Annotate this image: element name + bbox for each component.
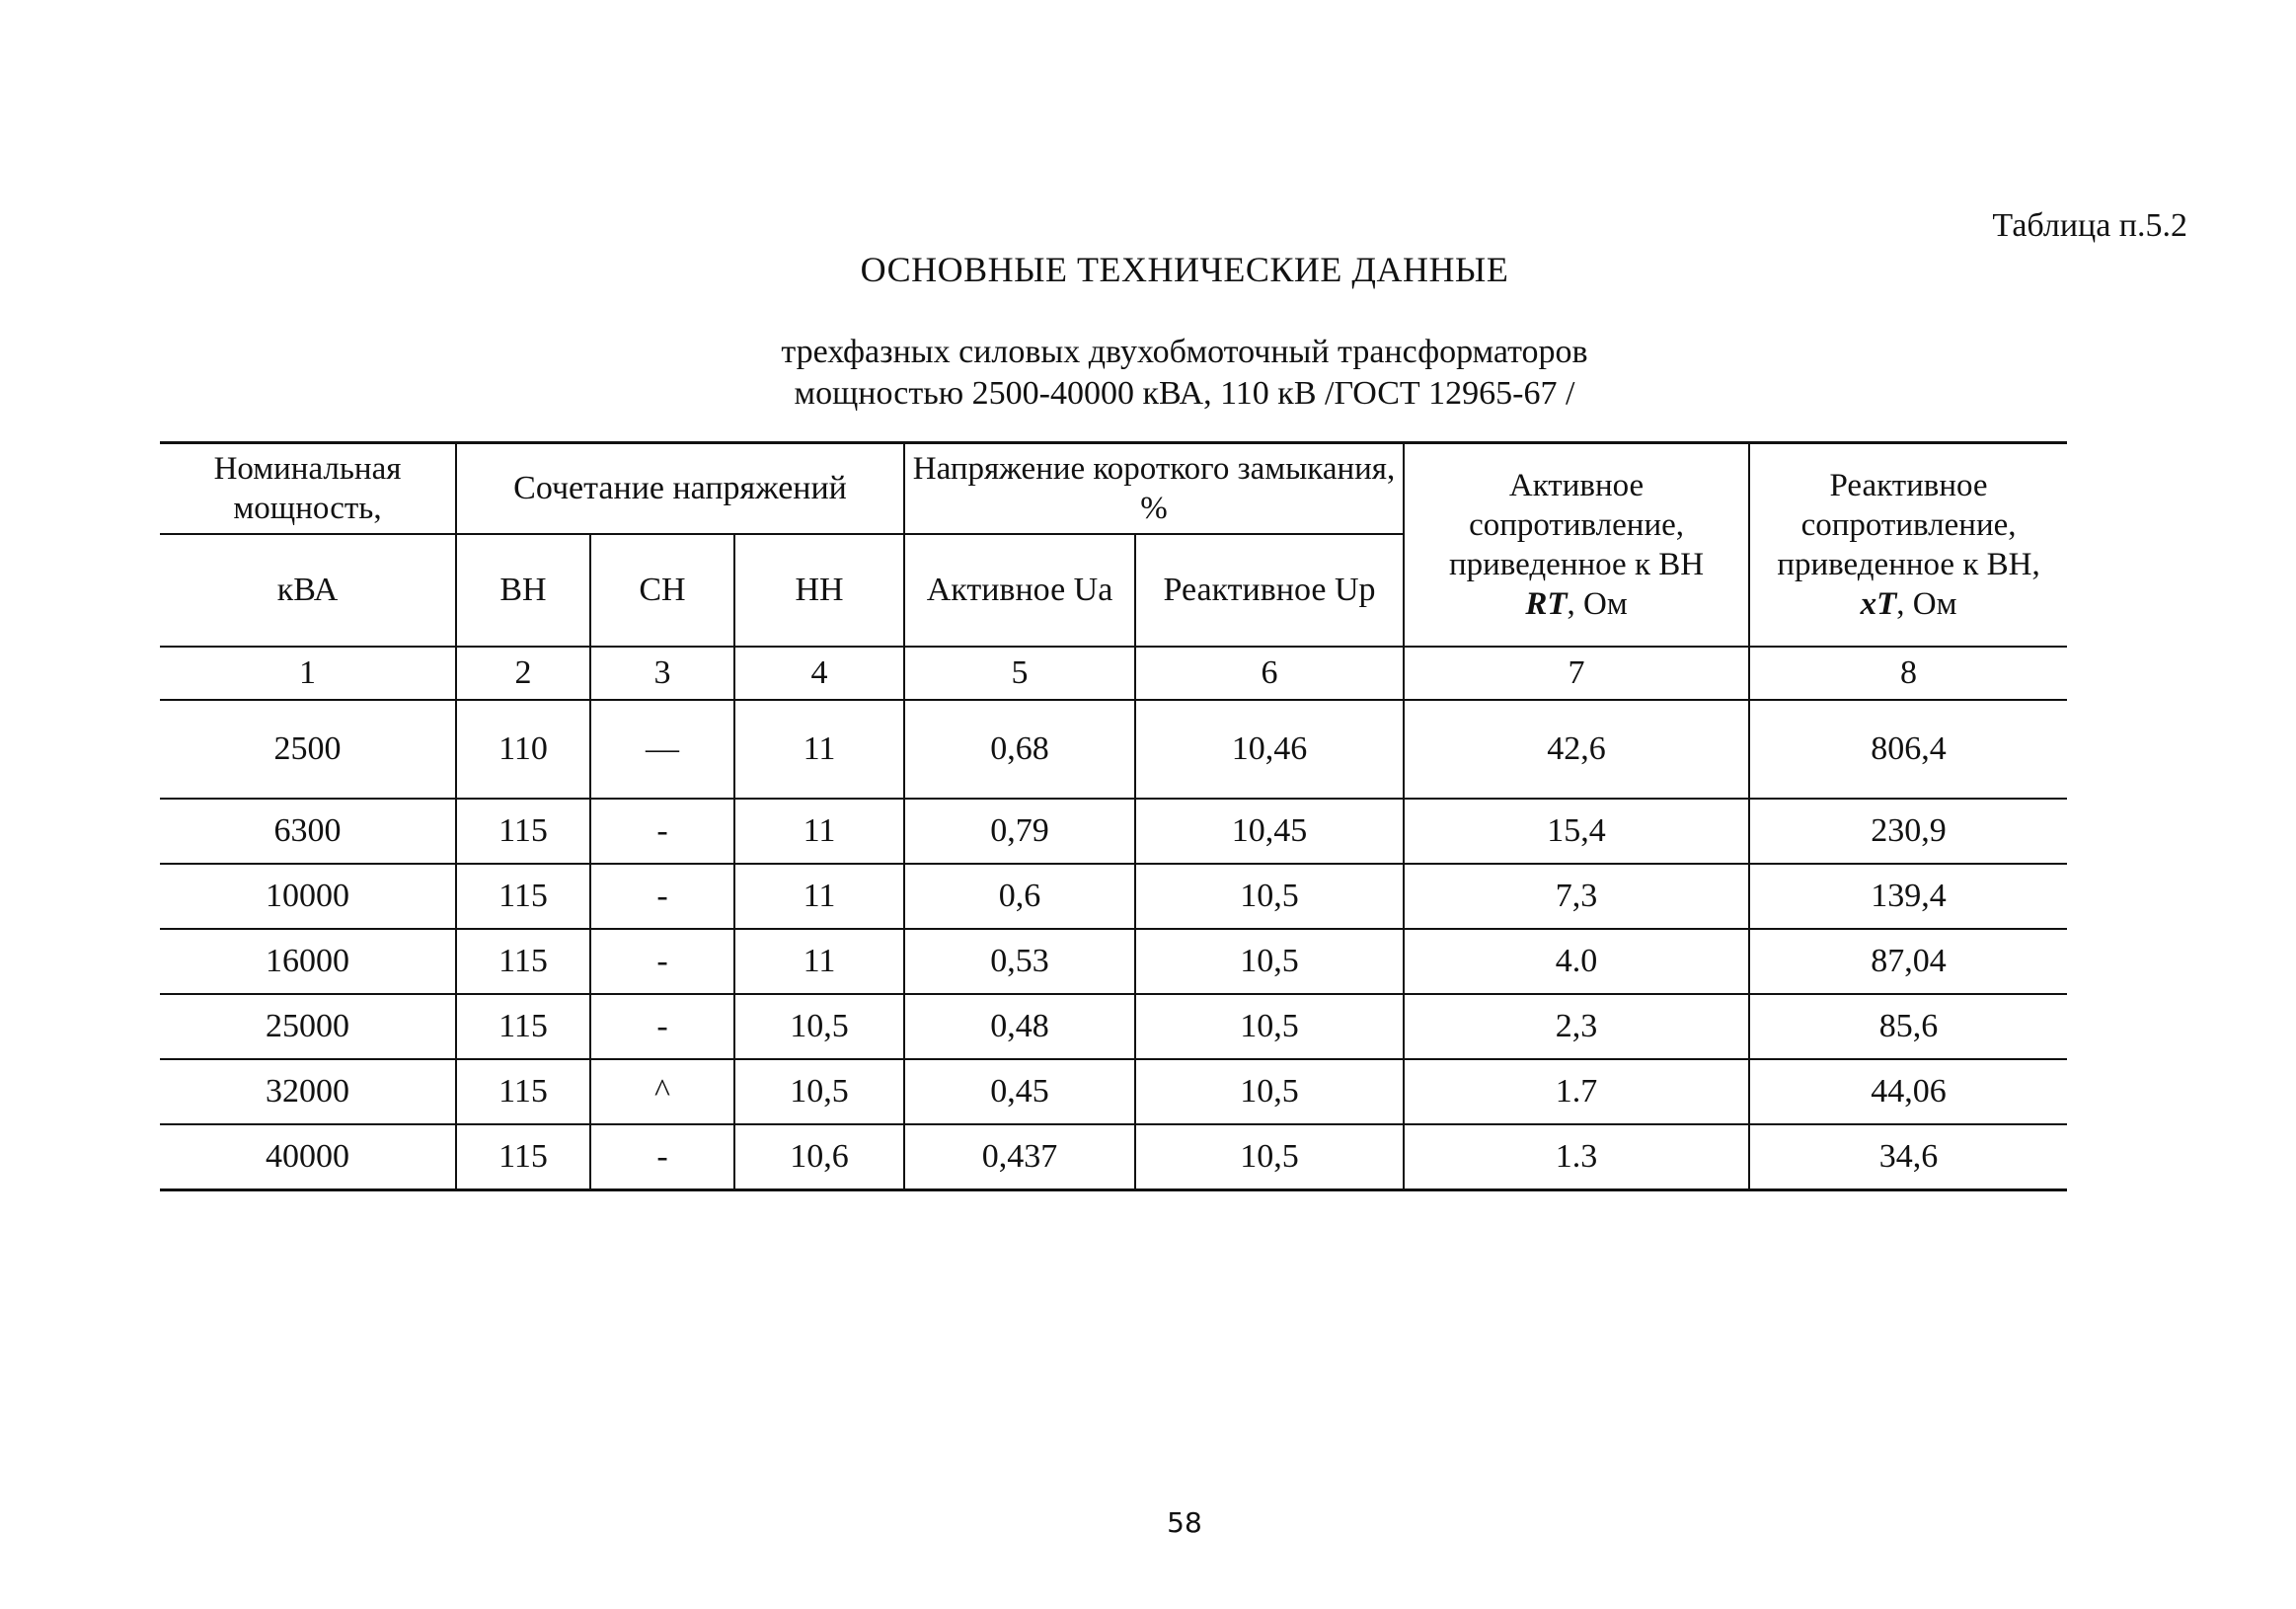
cell-reactive-up: 10,5 xyxy=(1135,929,1404,994)
header-voltage-combination: Сочетание напряжений xyxy=(456,443,904,535)
header-nn: НН xyxy=(734,534,904,647)
column-number: 1 xyxy=(160,647,456,700)
column-number: 3 xyxy=(590,647,734,700)
column-number: 8 xyxy=(1749,647,2067,700)
cell-power: 6300 xyxy=(160,799,456,864)
cell-reactive-up: 10,46 xyxy=(1135,700,1404,799)
cell-active-ua: 0,53 xyxy=(904,929,1135,994)
cell-nn: 10,5 xyxy=(734,1059,904,1124)
header-sn: СН xyxy=(590,534,734,647)
header-reactive-resistance-symbol: xT xyxy=(1860,586,1897,622)
cell-power: 16000 xyxy=(160,929,456,994)
cell-vn: 115 xyxy=(456,864,590,929)
transformer-data-table xyxy=(160,441,2067,1191)
table-row xyxy=(160,1059,2067,1124)
cell-active-ua: 0,45 xyxy=(904,1059,1135,1124)
table-row xyxy=(160,994,2067,1059)
column-number: 6 xyxy=(1135,647,1404,700)
cell-reactive-up: 10,5 xyxy=(1135,994,1404,1059)
cell-sn: - xyxy=(590,994,734,1059)
document-subtitle xyxy=(0,332,2296,415)
cell-nn: 11 xyxy=(734,700,904,799)
cell-vn: 110 xyxy=(456,700,590,799)
header-reactive-resistance-text: Реактивное сопротивление, приведенное к ВН, xyxy=(1777,468,2040,582)
column-number: 7 xyxy=(1404,647,1749,700)
cell-vn: 115 xyxy=(456,1059,590,1124)
column-number: 5 xyxy=(904,647,1135,700)
subtitle-line-1: трехфазных силовых двухобмоточный трансформаторов xyxy=(781,334,1588,370)
cell-sn: ^ xyxy=(590,1059,734,1124)
cell-active-ua: 0,6 xyxy=(904,864,1135,929)
cell-active-ua: 0,437 xyxy=(904,1124,1135,1190)
cell-nn: 11 xyxy=(734,929,904,994)
header-active-resistance-unit: , Ом xyxy=(1567,586,1628,622)
cell-active-resistance: 4.0 xyxy=(1404,929,1749,994)
cell-reactive-resistance: 85,6 xyxy=(1749,994,2067,1059)
table-row xyxy=(160,929,2067,994)
header-vn: ВН xyxy=(456,534,590,647)
cell-reactive-resistance: 87,04 xyxy=(1749,929,2067,994)
table-row xyxy=(160,1124,2067,1190)
cell-active-ua: 0,79 xyxy=(904,799,1135,864)
header-active-ua: Активное Uа xyxy=(904,534,1135,647)
column-number-row xyxy=(160,647,2067,700)
cell-active-resistance: 1.7 xyxy=(1404,1059,1749,1124)
header-nominal-power: Номинальная мощность, xyxy=(160,443,456,535)
cell-active-resistance: 1.3 xyxy=(1404,1124,1749,1190)
cell-sn: — xyxy=(590,700,734,799)
cell-nn: 10,5 xyxy=(734,994,904,1059)
cell-active-resistance: 42,6 xyxy=(1404,700,1749,799)
header-reactive-resistance-unit: , Ом xyxy=(1896,586,1957,622)
cell-power: 32000 xyxy=(160,1059,456,1124)
header-row-1 xyxy=(160,443,2067,535)
cell-power: 10000 xyxy=(160,864,456,929)
cell-power: 25000 xyxy=(160,994,456,1059)
table-row xyxy=(160,700,2067,799)
cell-nn: 11 xyxy=(734,799,904,864)
header-short-circuit-voltage: Напряжение короткого замыкания, % xyxy=(904,443,1404,535)
header-reactive-resistance xyxy=(1749,443,2067,648)
cell-reactive-up: 10,5 xyxy=(1135,864,1404,929)
cell-active-ua: 0,48 xyxy=(904,994,1135,1059)
cell-power: 2500 xyxy=(160,700,456,799)
header-power-unit: кВА xyxy=(160,534,456,647)
cell-nn: 10,6 xyxy=(734,1124,904,1190)
column-number: 2 xyxy=(456,647,590,700)
cell-reactive-resistance: 44,06 xyxy=(1749,1059,2067,1124)
cell-reactive-resistance: 139,4 xyxy=(1749,864,2067,929)
cell-sn: - xyxy=(590,929,734,994)
table-label: Таблица п.5.2 xyxy=(1992,207,2187,244)
cell-reactive-resistance: 34,6 xyxy=(1749,1124,2067,1190)
cell-sn: - xyxy=(590,864,734,929)
cell-vn: 115 xyxy=(456,994,590,1059)
table-row xyxy=(160,799,2067,864)
cell-reactive-resistance: 230,9 xyxy=(1749,799,2067,864)
cell-active-resistance: 15,4 xyxy=(1404,799,1749,864)
cell-power: 40000 xyxy=(160,1124,456,1190)
header-active-resistance-text: Активное сопротивление, приведенное к ВН xyxy=(1448,468,1705,582)
cell-active-resistance: 7,3 xyxy=(1404,864,1749,929)
cell-vn: 115 xyxy=(456,1124,590,1190)
cell-vn: 115 xyxy=(456,929,590,994)
subtitle-line-2: мощностью 2500-40000 кВА, 110 кВ /ГОСТ 12965-67 / xyxy=(794,375,1575,412)
cell-sn: - xyxy=(590,799,734,864)
cell-sn: - xyxy=(590,1124,734,1190)
cell-reactive-up: 10,45 xyxy=(1135,799,1404,864)
document-title: ОСНОВНЫЕ ТЕХНИЧЕСКИЕ ДАННЫЕ xyxy=(860,250,1509,289)
column-number: 4 xyxy=(734,647,904,700)
table-row xyxy=(160,864,2067,929)
cell-active-resistance: 2,3 xyxy=(1404,994,1749,1059)
cell-reactive-up: 10,5 xyxy=(1135,1124,1404,1190)
page-number: 58 xyxy=(1167,1506,1202,1539)
header-active-resistance xyxy=(1404,443,1749,648)
cell-reactive-resistance: 806,4 xyxy=(1749,700,2067,799)
cell-nn: 11 xyxy=(734,864,904,929)
header-reactive-up: Реактивное Uр xyxy=(1135,534,1404,647)
cell-active-ua: 0,68 xyxy=(904,700,1135,799)
header-active-resistance-symbol: RT xyxy=(1525,586,1568,622)
cell-vn: 115 xyxy=(456,799,590,864)
cell-reactive-up: 10,5 xyxy=(1135,1059,1404,1124)
